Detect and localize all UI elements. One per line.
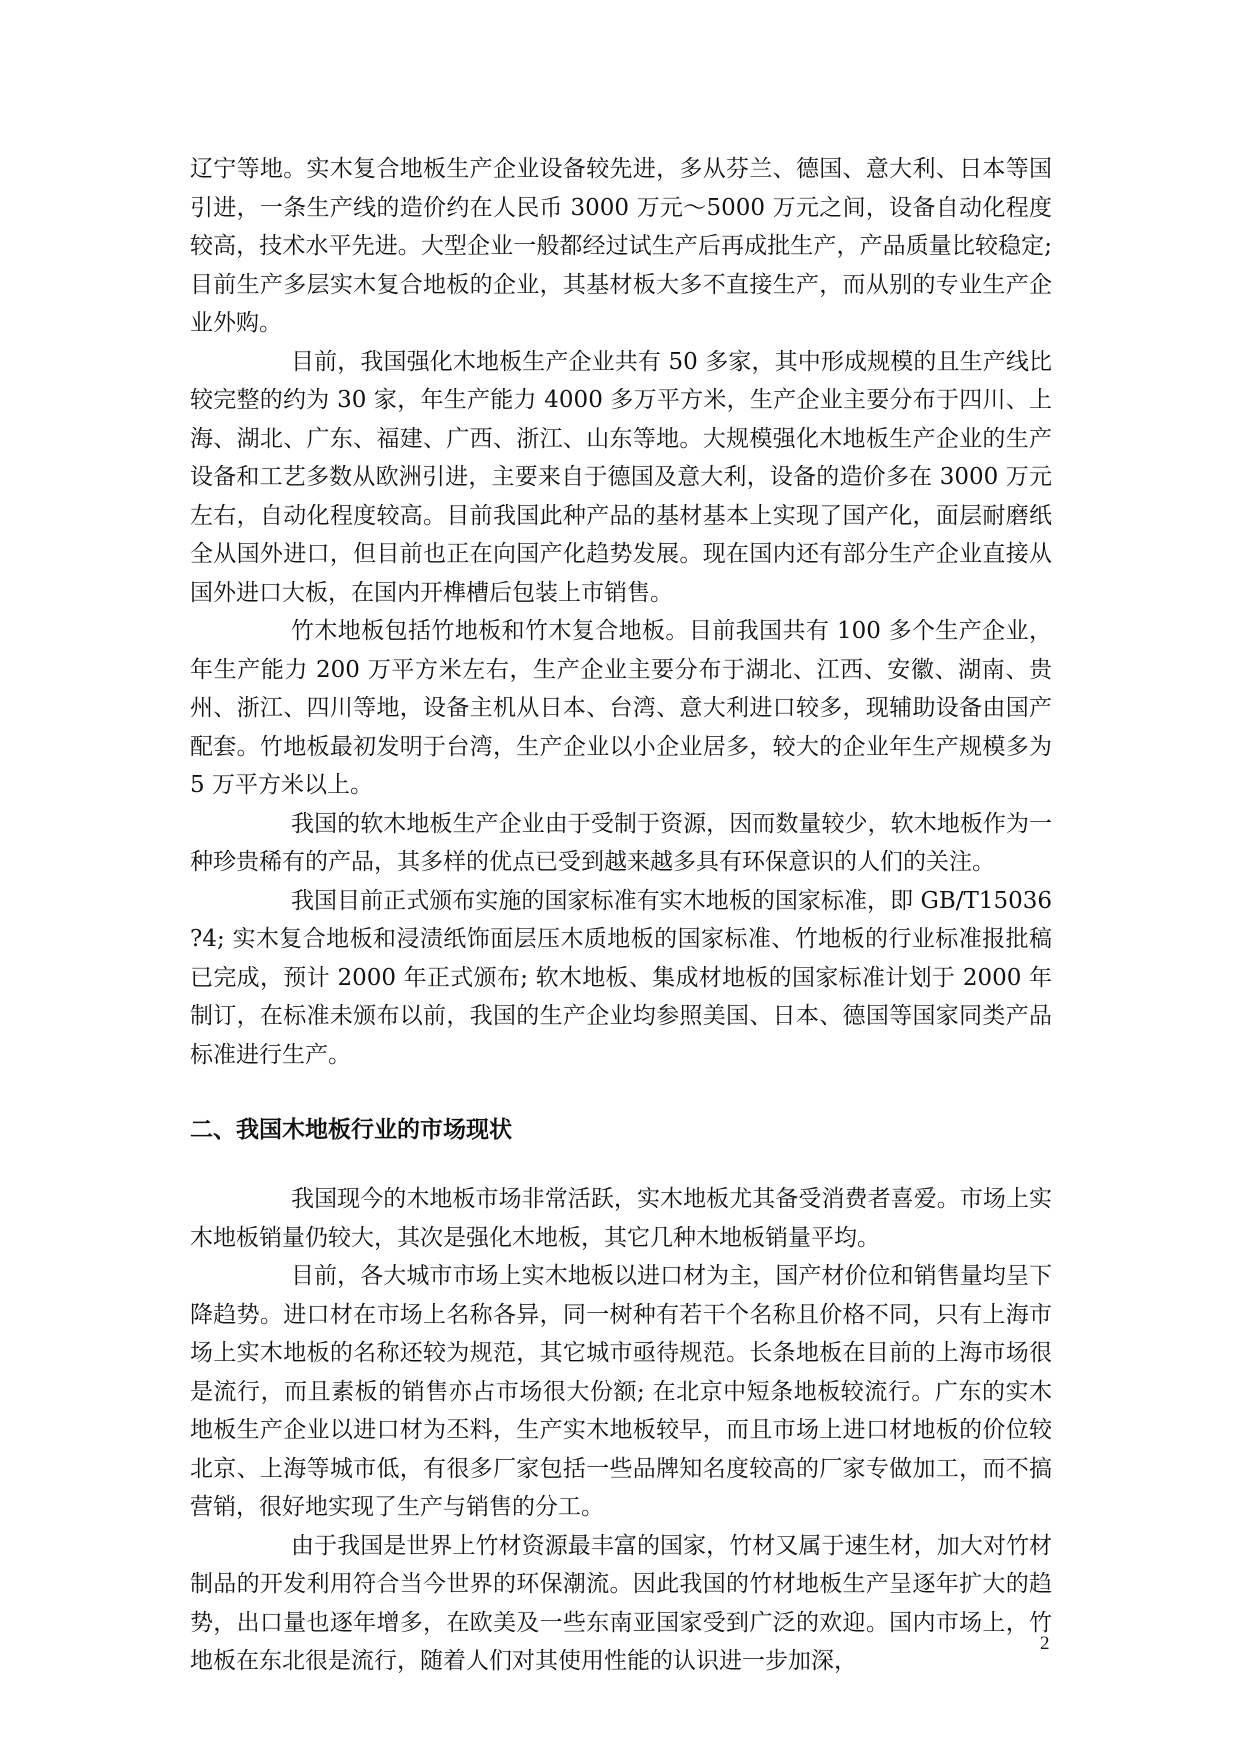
paragraph-bamboo-market: 由于我国是世界上竹材资源最丰富的国家，竹材又属于速生材，加大对竹材制品的开发利用符合当今世界的环保潮流。因此我国的竹材地板生产呈逐年扩大的趋势，出口量也逐年增多，在欧美及一些东南亚国家受到广泛的欢迎。国内市场上，竹地板在东北很是流行，随着人们对其使用性能的认识进一步加深， <box>190 1532 1052 1674</box>
section-heading: 二、我国木地板行业的市场现状 <box>190 1117 512 1143</box>
page-number: 2 <box>1040 1633 1050 1654</box>
document-body <box>190 150 1052 1681</box>
paragraph-solid-wood-market: 目前，各大城市市场上实木地板以进口材为主，国产材价位和销售量均呈下降趋势。进口材在市场上名称各异，同一树种有若干个名称且价格不同，只有上海市场上实木地板的名称还较为规范，其它城市亟待规范。长条地板在目前的上海市场很是流行，而且素板的销售亦占市场很大份额; 在北京中短条地板较流行。广东的实木地板生产企业以进口材为丕料，生产实木地板较早，而且市场上进口材地板的价位较北京、上海等城市低，有很多厂家包括一些品牌知名度较高的厂家专做加工，而不搞营销，很好地实现了生产与销售的分工。 <box>190 1263 1052 1520</box>
paragraph-bamboo-flooring: 竹木地板包括竹地板和竹木复合地板。目前我国共有 100 多个生产企业，年生产能力 200 万平方米左右，生产企业主要分布于湖北、江西、安徽、湖南、贵州、浙江、四川等地，设备主机从日本、台湾、意大利进口较多，现辅助设备由国产配套。竹地板最初发明于台湾，生产企业以小企业居多，较大的企业年生产规模多为 5 万平方米以上。 <box>190 618 1052 798</box>
paragraph-cork-flooring: 我国的软木地板生产企业由于受制于资源，因而数量较少，软木地板作为一种珍贵稀有的产品，其多样的优点已受到越来越多具有环保意识的人们的关注。 <box>190 810 1052 875</box>
paragraph-continuation: 辽宁等地。实木复合地板生产企业设备较先进，多从芬兰、德国、意大利、日本等国引进，一条生产线的造价约在人民币 3000 万元～5000 万元之间，设备自动化程度较高，技术水平先进。大型企业一般都经过试生产后再成批生产，产品质量比较稳定; 目前生产多层实木复合地板的企业，其基材板大多不直接生产，而从别的专业生产企业外购。 <box>190 156 1052 336</box>
paragraph-laminate-flooring: 目前，我国强化木地板生产企业共有 50 多家，其中形成规模的且生产线比较完整的约为 30 家，年生产能力 4000 多万平方米，生产企业主要分布于四川、上海、湖北、广东、福建、广西、浙江、山东等地。大规模强化木地板生产企业的生产设备和工艺多数从欧洲引进，主要来自于德国及意大利，设备的造价多在 3000 万元左右，自动化程度较高。目前我国此种产品的基材基本上实现了国产化，面层耐磨纸全从国外进口，但目前也正在向国产化趋势发展。现在国内还有部分生产企业直接从国外进口大板，在国内开榫槽后包装上市销售。 <box>190 348 1052 606</box>
paragraph-national-standards: 我国目前正式颁布实施的国家标准有实木地板的国家标准，即 GB/T15036?4; 实木复合地板和浸渍纸饰面层压木质地板的国家标准、竹地板的行业标准报批稿已完成，预计 2000 年正式颁布; 软木地板、集成材地板的国家标准计划于 2000 年制订，在标准未颁布以前，我国的生产企业均参照美国、日本、德国等国家同类产品标准进行生产。 <box>190 887 1052 1068</box>
paragraph-market-overview: 我国现今的木地板市场非常活跃，实木地板尤其备受消费者喜爱。市场上实木地板销量仍较大，其次是强化木地板，其它几种木地板销量平均。 <box>190 1186 1052 1251</box>
